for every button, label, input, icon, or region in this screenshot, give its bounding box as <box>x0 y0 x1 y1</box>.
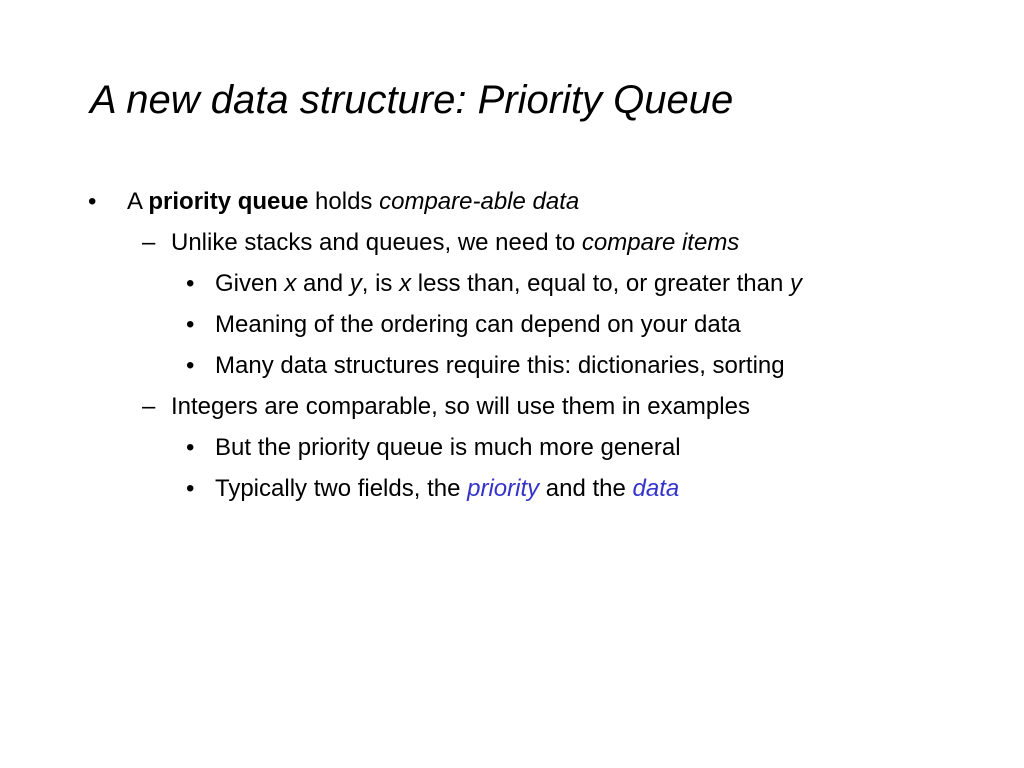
priority-term: priority <box>467 475 540 502</box>
data-term: data <box>632 475 680 502</box>
italic-term: compare items <box>581 229 740 256</box>
variable-x: x <box>399 270 412 297</box>
text-fragment: Typically two fields, the <box>215 475 468 502</box>
sub-sub-bullet-data-structures: Many data structures require this: dictionaries, sorting <box>215 352 785 379</box>
bullet-marker: • <box>186 434 195 461</box>
sub-sub-bullet-two-fields <box>215 474 679 504</box>
variable-x: x <box>284 270 297 297</box>
variable-y: y <box>349 270 362 297</box>
text-fragment: , is <box>361 270 400 297</box>
bold-term: priority queue <box>148 188 309 215</box>
text-fragment: Unlike stacks and queues, we need to <box>171 229 582 256</box>
text-fragment: Given <box>215 270 285 297</box>
slide-title: A new data structure: Priority Queue <box>90 78 734 122</box>
dash-marker: – <box>142 393 156 420</box>
sub-bullet-integers: Integers are comparable, so will use them in examples <box>171 393 750 420</box>
text-fragment: A <box>127 188 149 215</box>
bullet-marker: • <box>186 270 195 297</box>
bullet-marker: • <box>186 352 195 379</box>
sub-sub-bullet-given-x-y <box>215 269 802 299</box>
variable-y: y <box>790 270 803 297</box>
sub-sub-bullet-general: But the priority queue is much more general <box>215 434 681 461</box>
sub-sub-bullet-ordering: Meaning of the ordering can depend on your data <box>215 311 741 338</box>
bullet-marker: • <box>186 311 195 338</box>
bullet-marker: • <box>186 475 195 502</box>
bullet-priority-queue-definition <box>127 187 579 217</box>
bullet-marker: • <box>88 188 97 215</box>
text-fragment: and the <box>539 475 633 502</box>
sub-bullet-compare-items <box>171 228 739 258</box>
dash-marker: – <box>142 229 156 256</box>
italic-term: compare-able data <box>379 188 580 215</box>
text-fragment: less than, equal to, or greater than <box>411 270 791 297</box>
text-fragment: holds <box>308 188 380 215</box>
text-fragment: and <box>296 270 350 297</box>
